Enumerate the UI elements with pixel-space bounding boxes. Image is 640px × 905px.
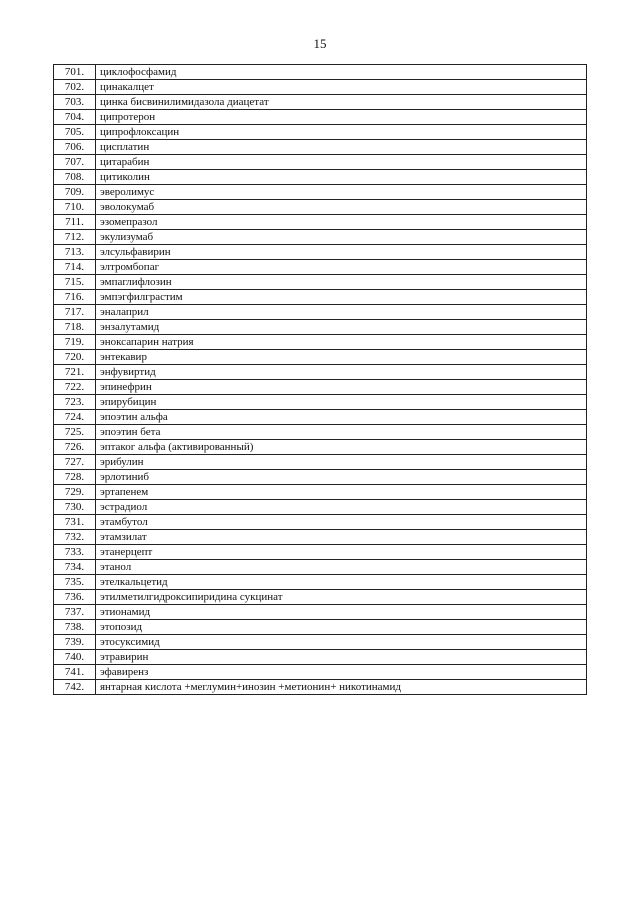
table-row [54, 575, 587, 590]
row-number: 717. [54, 305, 96, 320]
drug-name: этопозид [96, 620, 587, 635]
table-row [54, 380, 587, 395]
table-row [54, 560, 587, 575]
table-row [54, 125, 587, 140]
table-row [54, 650, 587, 665]
drug-name: эпинефрин [96, 380, 587, 395]
row-number: 733. [54, 545, 96, 560]
table-row [54, 110, 587, 125]
drug-name: эпоэтин альфа [96, 410, 587, 425]
table-row [54, 425, 587, 440]
table-row [54, 620, 587, 635]
drug-name: энфувиртид [96, 365, 587, 380]
row-number: 716. [54, 290, 96, 305]
table-row [54, 305, 587, 320]
row-number: 732. [54, 530, 96, 545]
row-number: 724. [54, 410, 96, 425]
table-row [54, 515, 587, 530]
row-number: 712. [54, 230, 96, 245]
drug-name: эфавиренз [96, 665, 587, 680]
drug-name: цитарабин [96, 155, 587, 170]
row-number: 730. [54, 500, 96, 515]
drug-name: эстрадиол [96, 500, 587, 515]
row-number: 741. [54, 665, 96, 680]
table-row [54, 410, 587, 425]
drug-name: эрлотиниб [96, 470, 587, 485]
drug-name: этосуксимид [96, 635, 587, 650]
table-row [54, 170, 587, 185]
table-row [54, 245, 587, 260]
table-row [54, 275, 587, 290]
row-number: 725. [54, 425, 96, 440]
drug-name: янтарная кислота +меглумин+инозин +метионин+ никотинамид [96, 680, 587, 695]
drug-name: этионамид [96, 605, 587, 620]
drug-name: эптаког альфа (активированный) [96, 440, 587, 455]
page-number: 15 [313, 36, 327, 51]
table-row [54, 350, 587, 365]
row-number: 721. [54, 365, 96, 380]
row-number: 714. [54, 260, 96, 275]
table-row [54, 335, 587, 350]
drug-name: ципрофлоксацин [96, 125, 587, 140]
drug-name: эмпаглифлозин [96, 275, 587, 290]
table-row [54, 470, 587, 485]
table-row [54, 155, 587, 170]
row-number: 742. [54, 680, 96, 695]
drug-name: эмпэгфилграстим [96, 290, 587, 305]
drug-name: этравирин [96, 650, 587, 665]
row-number: 718. [54, 320, 96, 335]
row-number: 737. [54, 605, 96, 620]
row-number: 728. [54, 470, 96, 485]
table-row [54, 665, 587, 680]
drug-name: этелкальцетид [96, 575, 587, 590]
table-row [54, 200, 587, 215]
row-number: 723. [54, 395, 96, 410]
table-row [54, 590, 587, 605]
row-number: 715. [54, 275, 96, 290]
row-number: 703. [54, 95, 96, 110]
row-number: 736. [54, 590, 96, 605]
table-row [54, 485, 587, 500]
drug-name: цитиколин [96, 170, 587, 185]
table-row [54, 365, 587, 380]
drug-name: эноксапарин натрия [96, 335, 587, 350]
table-row [54, 260, 587, 275]
row-number: 713. [54, 245, 96, 260]
row-number: 729. [54, 485, 96, 500]
drug-name: эпирубицин [96, 395, 587, 410]
drug-name: элтромбопаг [96, 260, 587, 275]
table-row [54, 215, 587, 230]
table-row [54, 290, 587, 305]
row-number: 731. [54, 515, 96, 530]
drug-name: эверолимус [96, 185, 587, 200]
drug-name: экулизумаб [96, 230, 587, 245]
table-row [54, 530, 587, 545]
table-row [54, 680, 587, 695]
drug-name: эпоэтин бета [96, 425, 587, 440]
drug-name: этанерцепт [96, 545, 587, 560]
table-row [54, 65, 587, 80]
row-number: 711. [54, 215, 96, 230]
drug-name: цинка бисвинилимидазола диацетат [96, 95, 587, 110]
table-row [54, 395, 587, 410]
row-number: 704. [54, 110, 96, 125]
row-number: 701. [54, 65, 96, 80]
row-number: 739. [54, 635, 96, 650]
table-row [54, 320, 587, 335]
table-row [54, 80, 587, 95]
table-row [54, 440, 587, 455]
drug-name: эрибулин [96, 455, 587, 470]
row-number: 705. [54, 125, 96, 140]
drug-name: эволокумаб [96, 200, 587, 215]
row-number: 735. [54, 575, 96, 590]
row-number: 706. [54, 140, 96, 155]
row-number: 710. [54, 200, 96, 215]
drug-name: цисплатин [96, 140, 587, 155]
row-number: 740. [54, 650, 96, 665]
table-row [54, 605, 587, 620]
drug-name: цинакалцет [96, 80, 587, 95]
row-number: 720. [54, 350, 96, 365]
row-number: 727. [54, 455, 96, 470]
drug-name: этамзилат [96, 530, 587, 545]
row-number: 708. [54, 170, 96, 185]
drug-name: элсульфавирин [96, 245, 587, 260]
row-number: 709. [54, 185, 96, 200]
drug-name: циклофосфамид [96, 65, 587, 80]
drug-name: этилметилгидроксипиридина сукцинат [96, 590, 587, 605]
table-row [54, 635, 587, 650]
drug-name: эзомепразол [96, 215, 587, 230]
drug-name: этамбутол [96, 515, 587, 530]
drug-name: энтекавир [96, 350, 587, 365]
row-number: 702. [54, 80, 96, 95]
table-row [54, 140, 587, 155]
drug-list-body [54, 65, 587, 695]
table-row [54, 230, 587, 245]
row-number: 726. [54, 440, 96, 455]
drug-name: эналаприл [96, 305, 587, 320]
drug-name: эртапенем [96, 485, 587, 500]
table-row [54, 455, 587, 470]
table-row [54, 545, 587, 560]
table-row [54, 500, 587, 515]
row-number: 722. [54, 380, 96, 395]
table-row [54, 95, 587, 110]
table-row [54, 185, 587, 200]
row-number: 707. [54, 155, 96, 170]
row-number: 734. [54, 560, 96, 575]
drug-name: энзалутамид [96, 320, 587, 335]
drug-name: этанол [96, 560, 587, 575]
row-number: 719. [54, 335, 96, 350]
drug-name: ципротерон [96, 110, 587, 125]
row-number: 738. [54, 620, 96, 635]
drug-list-table [53, 64, 587, 695]
